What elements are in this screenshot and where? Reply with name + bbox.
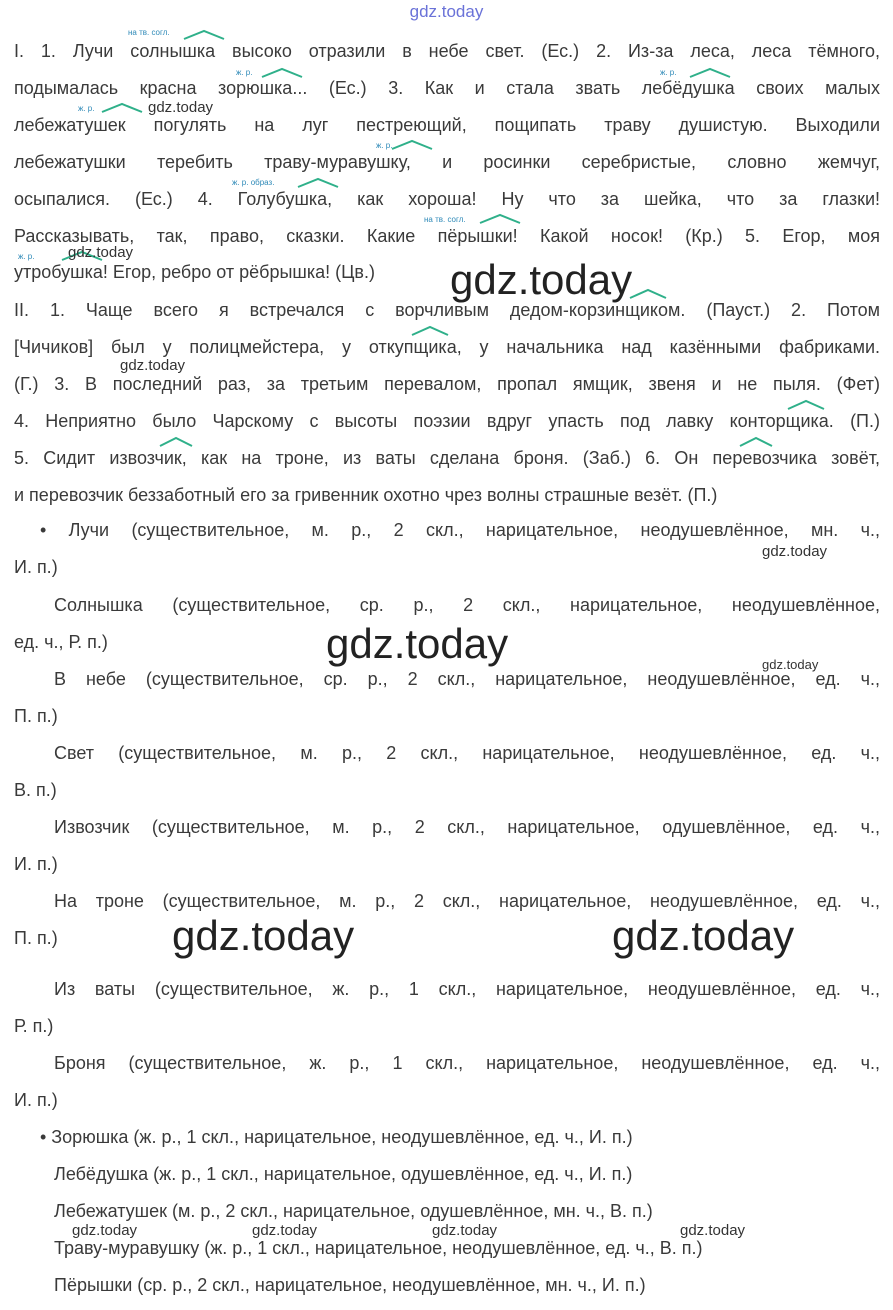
suffix-arc-icon: [390, 139, 434, 151]
list-item: Лебёдушка (ж. р., 1 скл., нарицательное, одушевлённое, ед. ч., И. п.): [54, 1163, 633, 1184]
analysis-item: [14, 735, 880, 809]
list-item: Лебежатушек (м. р., 2 скл., нарицательное, одушевлённое, мн. ч., В. п.): [54, 1200, 653, 1221]
note-mark: на тв. согл.: [424, 215, 466, 224]
suffix-arc-icon: [478, 213, 522, 225]
noun-list: [14, 1119, 880, 1304]
note-mark: ж. р.: [18, 252, 35, 261]
watermark: gdz.today: [172, 912, 355, 959]
list-item: Пёрышки (ср. р., 2 скл., нарицательное, неодушевлённое, мн. ч., И. п.): [54, 1274, 646, 1295]
suffix-arc-icon: [158, 436, 194, 448]
watermark-small: gdz.today: [432, 1222, 498, 1239]
analysis-item: [14, 809, 880, 883]
list-item: Траву-муравушку (ж. р., 1 скл., нарицательное, неодушевлённое, ед. ч., В. п.): [54, 1237, 703, 1258]
suffix-arc-icon: [182, 29, 226, 41]
text-line: утробушка! Егор, ребро от рёбрышка! (Цв.): [14, 262, 375, 283]
text-line: II. 1. Чаще всего я встречался с ворчливым дедом-корзинщиком. (Пауст.) 2. Потом: [14, 300, 880, 320]
text-line: осыпалися. (Ес.) 4. Голубушка, как хороша! Ну что за шейка, что за глазки!: [14, 188, 880, 209]
text-line: Рассказывать, так, право, сказки. Какие пёрышки! Какой носок! (Кр.) 5. Егор, моя: [14, 225, 880, 246]
analysis-line: Р. п.): [14, 1015, 54, 1036]
watermark-small: gdz.today: [148, 99, 214, 116]
analysis-line: Броня (существительное, ж. р., 1 скл., нарицательное, неодушевлённое, ед. ч.,: [54, 1053, 880, 1073]
analysis-line: Свет (существительное, м. р., 2 скл., нарицательное, неодушевлённое, ед. ч.,: [54, 743, 880, 763]
watermark: gdz.today: [612, 912, 795, 959]
suffix-arc-icon: [628, 288, 668, 300]
analysis-line: И. п.): [14, 853, 58, 874]
note-mark: ж. р.: [376, 141, 393, 150]
analysis-line: Солнышка (существительное, ср. р., 2 скл., нарицательное, неодушевлённое,: [54, 595, 880, 615]
analysis-line: И. п.): [14, 556, 58, 577]
text-line: лебежатушки теребить траву-муравушку, и росинки серебристые, словно жемчуг,: [14, 151, 880, 172]
suffix-arc-icon: [296, 177, 340, 189]
text-line: 4. Неприятно было Чарскому с высоты поэзии вдруг упасть под лавку конторщика. (П.): [14, 410, 880, 431]
watermark-small: gdz.today: [680, 1222, 746, 1239]
analysis-line: Из ваты (существительное, ж. р., 1 скл., нарицательное, неодушевлённое, ед. ч.,: [54, 979, 880, 999]
suffix-arc-icon: [410, 325, 450, 337]
watermark-small: gdz.today: [72, 1222, 138, 1239]
suffix-arc-icon: [738, 436, 774, 448]
watermark-small: gdz.today: [120, 357, 186, 374]
analysis-item: [14, 512, 880, 586]
site-header[interactable]: gdz.today: [409, 2, 484, 21]
watermark-small: gdz.today: [252, 1222, 318, 1239]
analysis-line: П. п.): [14, 705, 58, 726]
watermark: gdz.today: [326, 620, 509, 667]
suffix-arc-icon: [786, 399, 826, 411]
text-line: (Г.) 3. В последний раз, за третьим перевалом, пропал ямщик, звеня и не пыля. (Фет): [14, 373, 880, 394]
watermark-small: gdz.today: [762, 543, 828, 560]
note-mark: ж. р. образ.: [232, 178, 275, 187]
text-line: подымалась красна зорюшка... (Ес.) 3. Как и стала звать лебёдушка своих малых: [14, 77, 880, 98]
note-mark: ж. р.: [660, 68, 677, 77]
watermark-small: gdz.today: [762, 657, 819, 672]
text-line: лебежатушек погулять на луг пестреющий, пощипать траву душистую. Выходили: [14, 114, 880, 135]
analysis-line: Извозчик (существительное, м. р., 2 скл., нарицательное, одушевлённое, ед. ч.,: [54, 817, 880, 837]
text-line: и перевозчик беззаботный его за гривенник охотно чрез волны страшные везёт. (П.): [14, 484, 718, 505]
watermark-small: gdz.today: [68, 244, 134, 261]
analysis-item: [14, 971, 880, 1045]
analysis-line: В. п.): [14, 779, 57, 800]
note-mark: на тв. согл.: [128, 28, 170, 37]
analysis-line: На троне (существительное, м. р., 2 скл., нарицательное, неодушевлённое, ед. ч.,: [54, 891, 880, 911]
list-item: • Зорюшка (ж. р., 1 скл., нарицательное, неодушевлённое, ед. ч., И. п.): [40, 1127, 633, 1147]
text-line: 5. Сидит извозчик, как на троне, из ваты сделана броня. (Заб.) 6. Он перевозчика зовёт,: [14, 447, 880, 468]
analysis-item: [14, 1045, 880, 1119]
analysis-line: ед. ч., Р. п.): [14, 631, 108, 652]
suffix-arc-icon: [260, 67, 304, 79]
watermark: gdz.today: [450, 256, 633, 303]
analysis-line: И. п.): [14, 1089, 58, 1110]
text-line: [Чичиков] был у полицмейстера, у откупщика, у начальника над казёнными фабриками.: [14, 336, 880, 357]
suffix-arc-icon: [688, 67, 732, 79]
analysis-line: • Лучи (существительное, м. р., 2 скл., нарицательное, неодушевлённое, мн. ч.,: [40, 520, 880, 540]
suffix-arc-icon: [100, 102, 144, 114]
analysis-line: В небе (существительное, ср. р., 2 скл., нарицательное, неодушевлённое, ед. ч.,: [54, 669, 880, 689]
exercise-part-1: [14, 33, 880, 291]
analysis-item: [14, 661, 880, 735]
text-line: I. 1. Лучи солнышка высоко отразили в небе свет. (Ес.) 2. Из-за леса, леса тёмного,: [14, 41, 880, 61]
note-mark: ж. р.: [78, 104, 95, 113]
note-mark: ж. р.: [236, 68, 253, 77]
analysis-line: П. п.): [14, 927, 58, 948]
